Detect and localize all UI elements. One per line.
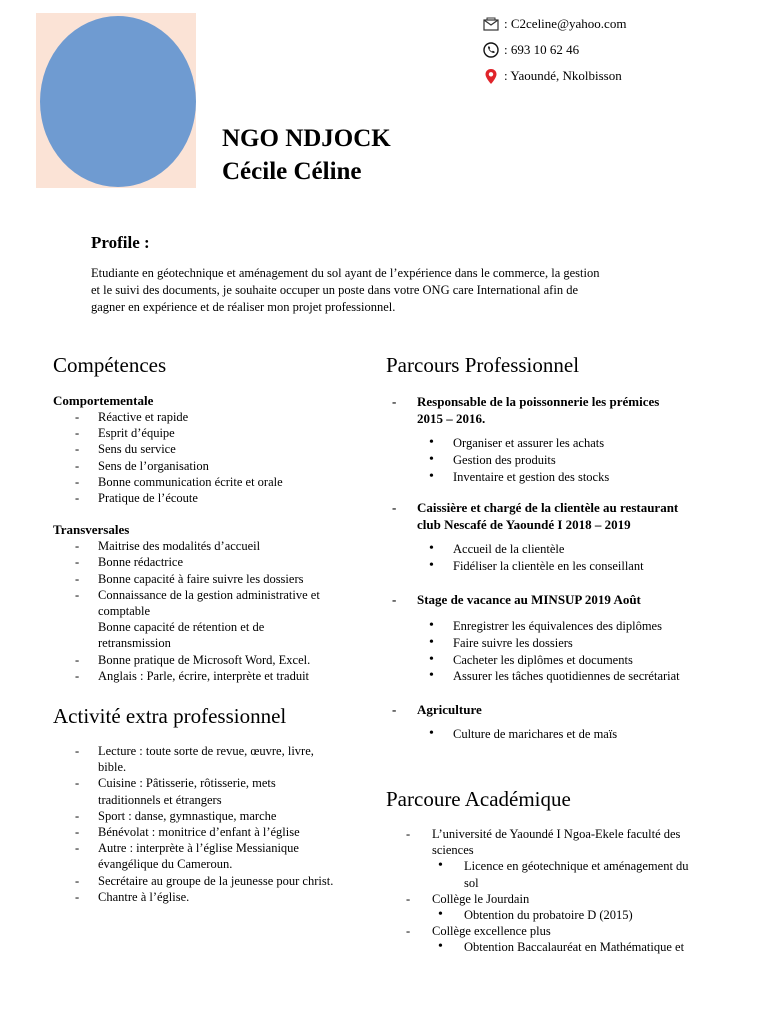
job-title <box>386 591 746 608</box>
list-item: • Culture de marichares et de maïs <box>417 726 746 743</box>
list-item-text: retransmission <box>98 636 171 651</box>
extra-heading: Activité extra professionnel <box>53 704 287 728</box>
profile-line: gagner en expérience et de réaliser mon projet professionnel. <box>91 300 396 314</box>
list-item-continuation <box>53 792 373 808</box>
job-title <box>386 701 746 718</box>
profile-heading: Profile : <box>91 233 150 252</box>
job-tasks <box>386 618 746 685</box>
extra-list <box>53 743 373 905</box>
competences-heading: Compétences <box>53 353 167 377</box>
job-title-line: 2015 – 2016. <box>417 411 486 426</box>
job-tasks <box>386 541 746 575</box>
parcours-pro-section <box>386 393 746 743</box>
list-item-continuation <box>53 856 373 872</box>
parcours-pro-heading: Parcours Professionnel <box>386 353 580 377</box>
list-item-text: évangélique du Cameroun. <box>98 857 233 872</box>
phone-icon <box>482 41 500 59</box>
list-item-continuation <box>53 603 363 619</box>
transversales-list <box>53 538 363 684</box>
list-item: - Autre : interprète à l’église Messianique <box>53 840 373 856</box>
job-tasks <box>386 726 746 743</box>
comportementale-title: Comportementale <box>53 393 154 408</box>
list-item: - Lecture : toute sorte de revue, œuvre, livre, <box>53 743 373 759</box>
list-item: • Gestion des produits <box>417 452 746 469</box>
job-title-line: - Stage de vacance au MINSUP 2019 Août <box>417 591 641 607</box>
school-item: - L’université de Yaoundé I Ngoa-Ekele faculté des <box>406 826 746 842</box>
list-item-continuation <box>53 635 363 651</box>
job-tasks <box>386 435 746 485</box>
contact-email <box>482 15 626 33</box>
job-title <box>386 499 746 533</box>
last-name: NGO NDJOCK <box>222 125 391 152</box>
list-item: - Pratique de l’écoute <box>53 490 363 506</box>
first-name: Cécile Céline <box>222 158 362 185</box>
diploma-item: • Obtention Baccalauréat en Mathématique et <box>406 939 746 955</box>
list-item: - Cuisine : Pâtisserie, rôtisserie, mets <box>53 775 373 791</box>
job-title-line: club Nescafé de Yaoundé I 2018 – 2019 <box>417 517 631 533</box>
competences-section <box>53 393 363 684</box>
list-item-text: traditionnels et étrangers <box>98 792 222 807</box>
list-item: - Sens de l’organisation <box>53 458 363 474</box>
profile-photo-placeholder <box>40 16 196 187</box>
email-icon <box>482 15 500 33</box>
school-item-continuation: sciences <box>432 843 474 858</box>
list-item: - Anglais : Parle, écrire, interprète et traduit <box>53 668 363 684</box>
list-item: - Maitrise des modalités d’accueil <box>53 538 363 554</box>
list-item: • Organiser et assurer les achats <box>417 435 746 452</box>
job-title <box>386 393 746 427</box>
list-item-continuation <box>53 619 363 635</box>
full-name <box>222 122 391 188</box>
list-item: - Sens du service <box>53 441 363 457</box>
list-item: • Cacheter les diplômes et documents <box>417 652 746 669</box>
list-item: • Accueil de la clientèle <box>417 541 746 558</box>
list-item: - Bonne rédactrice <box>53 554 363 570</box>
list-item: - Bonne capacité à faire suivre les dossiers <box>53 571 363 587</box>
contact-phone <box>482 41 579 59</box>
diploma-item: • Obtention du probatoire D (2015) <box>406 907 746 923</box>
list-item: - Bénévolat : monitrice d’enfant à l’église <box>53 824 373 840</box>
list-item: • Inventaire et gestion des stocks <box>417 469 746 486</box>
diploma-item-continuation: sol <box>464 875 479 890</box>
academique-section <box>406 826 746 956</box>
school-item: - Collège excellence plus <box>406 923 746 939</box>
list-item-text: comptable <box>98 604 151 619</box>
job-title-line: - Agriculture <box>417 702 482 718</box>
email-text[interactable]: : C2celine@yahoo.com <box>504 16 627 31</box>
profile-line: Etudiante en géotechnique et aménagement du sol ayant de l’expérience dans le commerce, la gestion <box>91 266 600 280</box>
diploma-item: • Licence en géotechnique et aménagement du <box>406 858 746 874</box>
location-text: : Yaoundé, Nkolbisson <box>504 68 622 83</box>
list-item: • Faire suivre les dossiers <box>417 635 746 652</box>
list-item: - Secrétaire au groupe de la jeunesse pour christ. <box>53 873 373 889</box>
school-item: - Collège le Jourdain <box>406 891 746 907</box>
job-title-line: - Responsable de la poissonnerie les prémices <box>417 394 660 409</box>
list-item: - Connaissance de la gestion administrative et <box>53 587 363 603</box>
contact-location <box>482 67 622 85</box>
job-title-line: - Caissière et chargé de la clientèle au restaurant <box>417 500 679 516</box>
list-item: • Assurer les tâches quotidiennes de secrétariat <box>417 668 746 685</box>
list-item-text: bible. <box>98 760 127 775</box>
list-item: • Enregistrer les équivalences des diplômes <box>417 618 746 635</box>
list-item: - Sport : danse, gymnastique, marche <box>53 808 373 824</box>
list-item: - Réactive et rapide <box>53 409 363 425</box>
profile-line: et le suivi des documents, je souhaite occuper un poste dans votre ONG care International afin de <box>91 283 578 297</box>
list-item: • Fidéliser la clientèle en les conseillant <box>417 558 746 575</box>
list-item: - Bonne communication écrite et orale <box>53 474 363 490</box>
list-item-text: Bonne capacité de rétention et de <box>98 620 265 635</box>
list-item-continuation <box>53 759 373 775</box>
comportementale-list <box>53 409 363 506</box>
list-item: - Bonne pratique de Microsoft Word, Excel. <box>53 652 363 668</box>
extra-section <box>53 743 373 905</box>
profile-text <box>91 265 681 316</box>
phone-text: : 693 10 62 46 <box>504 42 580 57</box>
list-item: - Esprit d’équipe <box>53 425 363 441</box>
academique-heading: Parcoure Académique <box>386 787 571 811</box>
transversales-title: Transversales <box>53 522 130 538</box>
location-pin-icon <box>482 67 500 85</box>
list-item: - Chantre à l’église. <box>53 889 373 905</box>
